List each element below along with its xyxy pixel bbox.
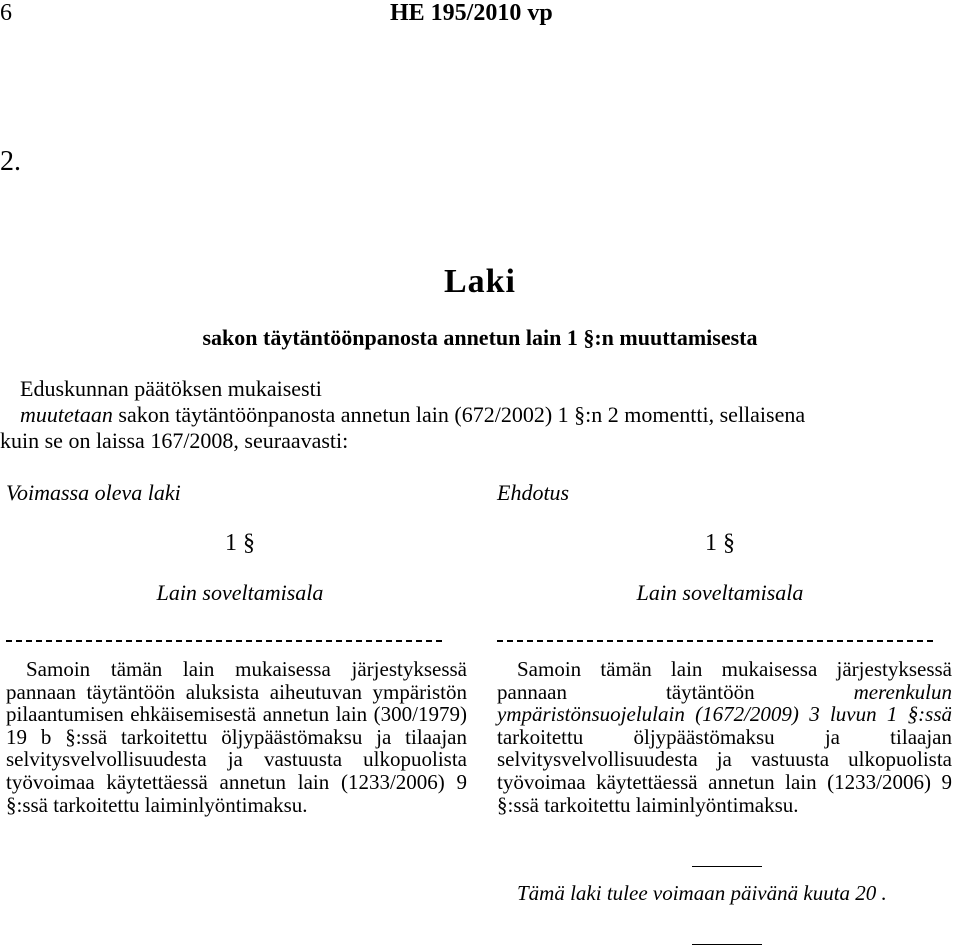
right-paragraph — [497, 658, 952, 816]
page-number: 6 — [0, 0, 12, 26]
amendment-verb: muutetaan — [20, 402, 113, 427]
proposal-heading: Ehdotus — [497, 480, 570, 505]
right-section-number: 1 § — [705, 530, 735, 556]
section-number: 2. — [0, 146, 21, 177]
right-para-text-1: Samoin tämän lain mukaisessa järjestyksessä pannaan täytäntöön — [497, 657, 952, 704]
end-line — [692, 944, 762, 945]
enacting-clause: Eduskunnan päätöksen mukaisesti — [20, 376, 322, 401]
law-subtitle: sakon täytäntöönpanosta annetun lain 1 §:n muuttamisesta — [202, 325, 758, 350]
current-law-heading: Voimassa oleva laki — [6, 480, 181, 505]
amendment-clause-end: kuin se on laissa 167/2008, seuraavasti: — [0, 428, 349, 453]
amendment-clause — [20, 402, 805, 428]
amendment-text: sakon täytäntöönpanosta annetun lain (672/2002) 1 §:n 2 momentti, sellaisena — [112, 402, 806, 427]
right-para-text-2: tarkoitettu öljypäästömaksu ja tilaajan selvitysvelvollisuudesta ja vastuusta ulkopuolista työvoimaa käytettäessä annetun lain (1233/2006) 9 §:ssä tarkoitettu laiminlyöntimaksu. — [497, 724, 952, 817]
left-paragraph: Samoin tämän lain mukaisessa järjestyksessä pannaan täytäntöön aluksista aiheutuvan ympäristön pilaantumisen ehkäisemisestä annetun lain (300/1979) 19 b §:ssä tarkoitettu öljypäästömaksu ja tilaajan selvitysvelvollisuudesta ja vastuusta ulkopuolista työvoimaa käytettäessä annetun lain (1233/2006) 9 §:ssä tarkoitettu laiminlyöntimaksu. — [6, 657, 467, 817]
right-omission-marker — [497, 640, 933, 642]
left-section-title: Lain soveltamisala — [156, 580, 324, 605]
left-section-number: 1 § — [225, 530, 255, 556]
entry-into-force: Tämä laki tulee voimaan päivänä kuuta 20 . — [517, 881, 887, 905]
law-title: Laki — [443, 263, 517, 300]
left-omission-marker — [6, 640, 442, 642]
right-section-title: Lain soveltamisala — [636, 580, 804, 605]
right-para-amended-ref: merenkulun ympäristönsuojelulain (1672/2009) 3 luvun 1 §:ssä — [497, 679, 952, 727]
document-id: HE 195/2010 vp — [390, 0, 553, 26]
separator-line — [692, 866, 762, 867]
